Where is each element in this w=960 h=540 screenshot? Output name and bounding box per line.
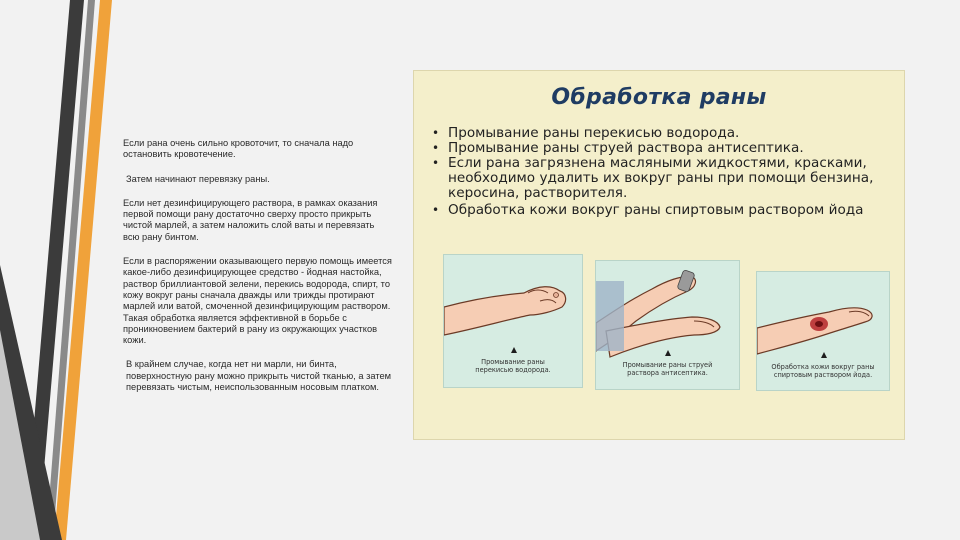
left-text-block	[123, 138, 393, 406]
figure-title: Обработка раны	[551, 85, 767, 110]
paragraph-start-dressing: Затем начинают перевязку раны.	[126, 173, 270, 184]
paragraph-disinfectant: Если в распоряжении оказывающего первую помощь имеется какое-либо дезинфицирующее средство - йодная настойка, раствор бриллиантовой зелени, перекись водорода, спирт, то кожу вокруг раны сначала дважды или трижды протирают марлей или ватой, смоченной дезинфицирующим раствором. Такая обработка является эффективной в борьбе с проникновением бактерий в рану из окружающих участков кожи.	[123, 256, 392, 346]
bullet-dot-icon: •	[432, 156, 440, 170]
panel-iodine	[756, 271, 890, 391]
panel-caption: Обработка кожи вокруг раны спиртовым раствором йода.	[771, 363, 875, 379]
bullet-dot-icon: •	[432, 141, 440, 155]
bullet-item: • Промывание раны перекисью водорода.	[432, 125, 740, 141]
bullet-dot-icon: •	[432, 203, 440, 217]
pointer-triangle-icon	[665, 350, 671, 356]
bullet-item: • Обработка кожи вокруг раны спиртовым раствором йода	[432, 202, 864, 218]
bullet-list	[432, 126, 898, 218]
panel-caption: Промывание раны струей раствора антисептика.	[622, 361, 713, 377]
bullet-item: • Если рана загрязнена масляными жидкостями, красками, необходимо удалить их вокруг раны при помощи бензина, керосина, растворителя.	[432, 155, 874, 201]
panel-caption: Промывание раны перекисью водорода.	[475, 358, 551, 374]
paragraph-extreme-case: В крайнем случае, когда нет ни марли, ни бинта, поверхностную рану можно прикрыть чистой тканью, а затем перевязать чистым, неиспользованным носовым платком.	[126, 359, 392, 393]
paragraph-stop-bleeding: Если рана очень сильно кровоточит, то сначала надо остановить кровотечение.	[123, 138, 354, 160]
paragraph-no-disinfectant: Если нет дезинфицирующего раствора, в рамках оказания первой помощи рану достаточно сверху просто прикрыть чистой марлей, а затем наложить слой ваты и перевязать всю рану бинтом.	[123, 197, 378, 242]
pointer-triangle-icon	[511, 347, 517, 353]
bullet-item: • Промывание раны струей раствора антисептика.	[432, 140, 804, 156]
bullet-dot-icon: •	[432, 126, 440, 140]
panel-peroxide	[443, 254, 583, 388]
pointer-triangle-icon	[821, 352, 827, 358]
wound-treatment-figure	[413, 70, 905, 440]
panel-antiseptic	[595, 260, 740, 390]
